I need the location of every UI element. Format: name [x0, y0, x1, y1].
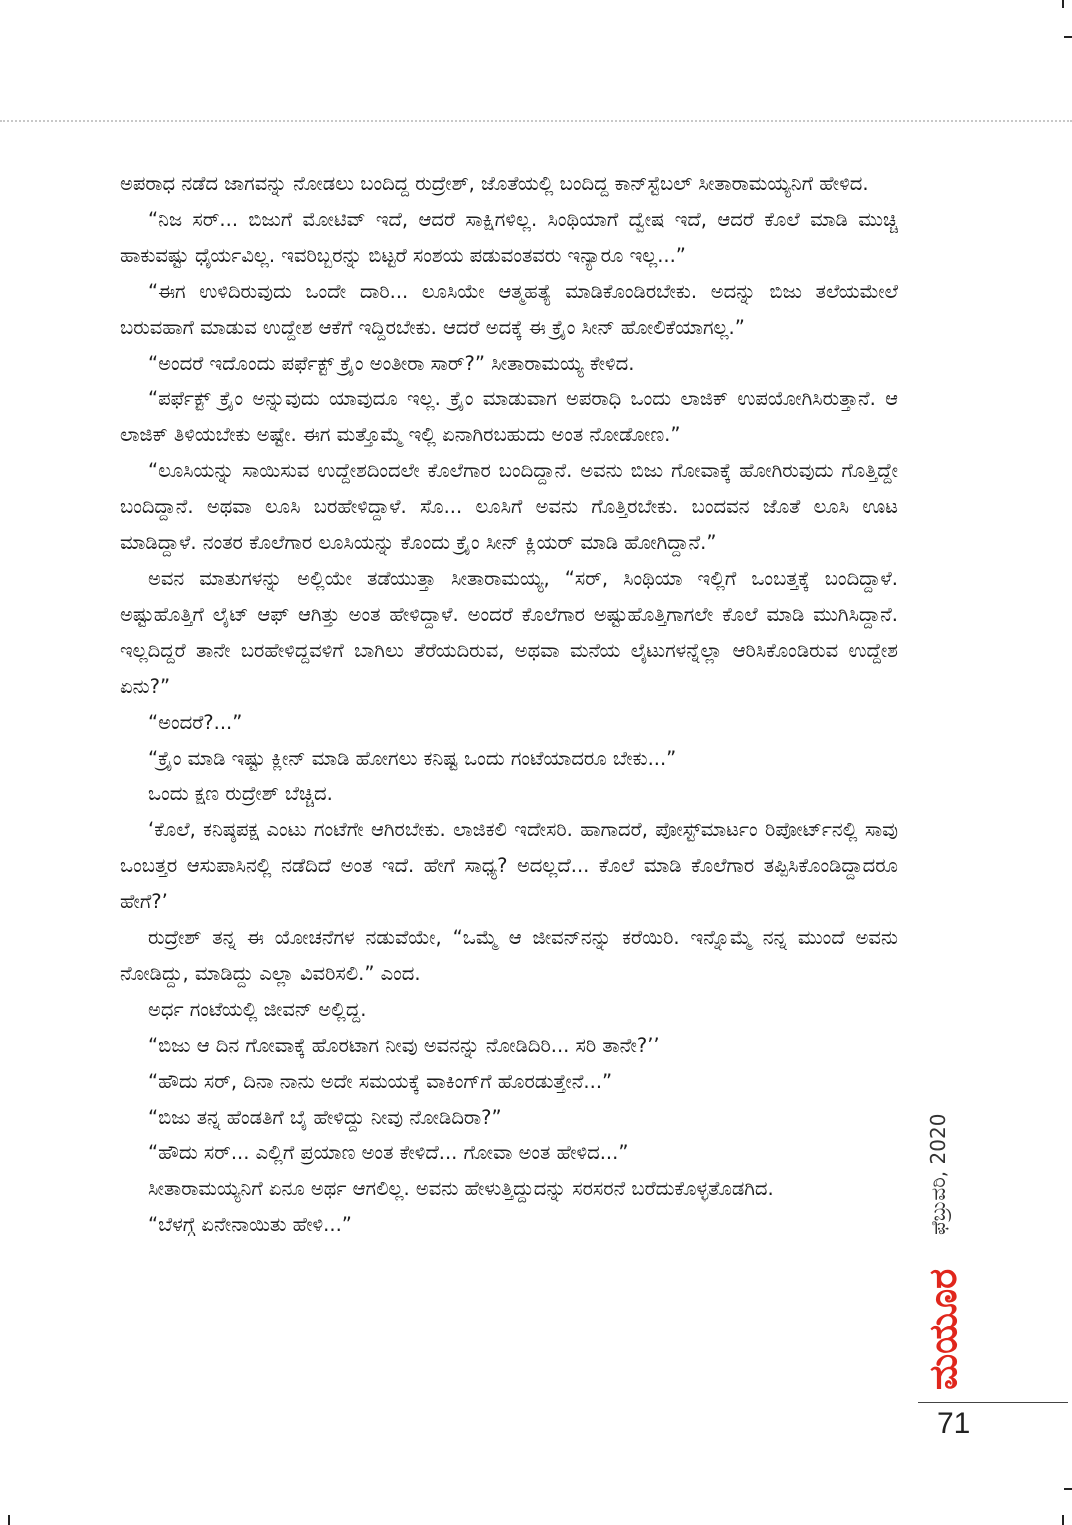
paragraph: “ಈಗ ಉಳಿದಿರುವುದು ಒಂದೇ ದಾರಿ... ಲೂಸಿಯೇ ಆತ್ಮಹತ್ಯೆ ಮಾಡಿಕೊಂಡಿರಬೇಕು. ಅದನ್ನು ಬಿಜು ತಲೆಯಮೇಲೆ ಬರುವಹಾಗೆ ಮಾಡುವ ಉದ್ದೇಶ ಆಕೆಗೆ ಇದ್ದಿರಬೇಕು. ಆದರೆ ಅದಕ್ಕೆ ಈ ಕ್ರೈಂ ಸೀನ್ ಹೋಲಿಕೆಯಾಗಲ್ಲ.”	[120, 279, 898, 339]
paragraph: “ಹೌದು ಸರ್... ಎಲ್ಲಿಗೆ ಪ್ರಯಾಣ ಅಂತ ಕೇಳಿದೆ... ಗೋವಾ ಅಂತ ಹೇಳಿದ...”	[148, 1141, 629, 1165]
paragraph: ಅರ್ಧ ಗಂಟೆಯಲ್ಲಿ ಜೀವನ್ ಅಲ್ಲಿದ್ದ.	[148, 997, 367, 1021]
paragraph: ಅವನ ಮಾತುಗಳನ್ನು ಅಲ್ಲಿಯೇ ತಡೆಯುತ್ತಾ ಸೀತಾರಾಮಯ್ಯ, “ಸರ್, ಸಿಂಥಿಯಾ ಇಲ್ಲಿಗೆ ಒಂಬತ್ತಕ್ಕೆ ಬಂದಿದ್ದಾಳೆ. ಅಷ್ಟುಹೊತ್ತಿಗೆ ಲೈಟ್ ಆಫ್ ಆಗಿತ್ತು ಅಂತ ಹೇಳಿದ್ದಾಳೆ. ಅಂದರೆ ಕೊಲೆಗಾರ ಅಷ್ಟುಹೊತ್ತಿಗಾಗಲೇ ಕೊಲೆ ಮಾಡಿ ಮುಗಿಸಿದ್ದಾನೆ. ಇಲ್ಲದಿದ್ದರೆ ತಾನೇ ಬರಹೇಳಿದ್ದವಳಿಗೆ ಬಾಗಿಲು ತೆರೆಯದಿರುವ, ಅಥವಾ ಮನೆಯ ಲೈಟುಗಳನ್ನೆಲ್ಲಾ ಆರಿಸಿಕೊಂಡಿರುವ ಉದ್ದೇಶ ಏನು?”	[120, 566, 898, 698]
magazine-logo: ಮಯೂರ	[921, 1268, 965, 1390]
footer-rule	[918, 1402, 1068, 1403]
crop-mark-bottom-left	[8, 1515, 10, 1525]
paragraph: ಅಪರಾಧ ನಡೆದ ಜಾಗವನ್ನು ನೋಡಲು ಬಂದಿದ್ದ ರುದ್ರೇಶ್, ಜೊತೆಯಲ್ಲಿ ಬಂದಿದ್ದ ಕಾನ್‌ಸ್ಟೆಬಲ್ ಸೀತಾರಾಮಯ್ಯನಿಗೆ ಹೇಳಿದ.	[120, 172, 869, 195]
paragraph: “ಹೌದು ಸರ್, ದಿನಾ ನಾನು ಅದೇ ಸಮಯಕ್ಕೆ ವಾಕಿಂಗ್‌ಗೆ ಹೊರಡುತ್ತೇನೆ...”	[148, 1069, 613, 1093]
paragraph: ಒಂದು ಕ್ಷಣ ರುದ್ರೇಶ್ ಬೆಚ್ಚಿದ.	[148, 782, 333, 806]
paragraph: “ನಿಜ ಸರ್... ಬಿಜುಗೆ ಮೋಟಿವ್ ಇದೆ, ಆದರೆ ಸಾಕ್ಷಿಗಳಿಲ್ಲ. ಸಿಂಥಿಯಾಗೆ ದ್ವೇಷ ಇದೆ, ಆದರೆ ಕೊಲೆ ಮಾಡಿ ಮುಚ್ಚಿ ಹಾಕುವಷ್ಟು ಧೈರ್ಯವಿಲ್ಲ. ಇವರಿಬ್ಬರನ್ನು ಬಿಟ್ಟರೆ ಸಂಶಯ ಪಡುವಂತವರು ಇನ್ಯಾರೂ ಇಲ್ಲ...”	[120, 207, 898, 267]
paragraph: ರುದ್ರೇಶ್ ತನ್ನ ಈ ಯೋಚನೆಗಳ ನಡುವೆಯೇ, “ಒಮ್ಮೆ ಆ ಜೀವನ್‌ನನ್ನು ಕರೆಯಿರಿ. ಇನ್ನೊಮ್ಮೆ ನನ್ನ ಮುಂದೆ ಅವನು ನೋಡಿದ್ದು, ಮಾಡಿದ್ದು ಎಲ್ಲಾ ವಿವರಿಸಲಿ.” ಎಂದ.	[120, 926, 898, 985]
header-dotted-rule	[0, 120, 1072, 122]
paragraph: “ಲೂಸಿಯನ್ನು ಸಾಯಿಸುವ ಉದ್ದೇಶದಿಂದಲೇ ಕೊಲೆಗಾರ ಬಂದಿದ್ದಾನೆ. ಅವನು ಬಿಜು ಗೋವಾಕ್ಕೆ ಹೋಗಿರುವುದು ಗೊತ್ತಿದ್ದೇ ಬಂದಿದ್ದಾನೆ. ಅಥವಾ ಲೂಸಿ ಬರಹೇಳಿದ್ದಾಳೆ. ಸೊ... ಲೂಸಿಗೆ ಅವನು ಗೊತ್ತಿರಬೇಕು. ಬಂದವನ ಜೊತೆ ಲೂಸಿ ಊಟ ಮಾಡಿದ್ದಾಳೆ. ನಂತರ ಕೊಲೆಗಾರ ಲೂಸಿಯನ್ನು ಕೊಂದು ಕ್ರೈಂ ಸೀನ್ ಕ್ಲಿಯರ್ ಮಾಡಿ ಹೋಗಿದ್ದಾನೆ.”	[120, 459, 898, 555]
article-body	[120, 166, 898, 1243]
paragraph: “ಬಿಜು ಆ ದಿನ ಗೋವಾಕ್ಕೆ ಹೊರಟಾಗ ನೀವು ಅವನನ್ನು ನೋಡಿದಿರಿ... ಸರಿ ತಾನೇ?’’	[148, 1033, 660, 1057]
paragraph: “ಬಿಜು ತನ್ನ ಹೆಂಡತಿಗೆ ಬೈ ಹೇಳಿದ್ದು ನೀವು ನೋಡಿದಿರಾ?”	[148, 1105, 502, 1129]
paragraph: “ಕ್ರೈಂ ಮಾಡಿ ಇಷ್ಟು ಕ್ಲೀನ್ ಮಾಡಿ ಹೋಗಲು ಕನಿಷ್ಟ ಒಂದು ಗಂಟೆಯಾದರೂ ಬೇಕು...”	[148, 746, 677, 770]
crop-mark-right-bottom	[1064, 1488, 1072, 1490]
paragraph: “ಅಂದರೆ ಇದೊಂದು ಪರ್ಫೆಕ್ಟ್ ಕ್ರೈಂ ಅಂತೀರಾ ಸಾರ್?” ಸೀತಾರಾಮಯ್ಯ ಕೇಳಿದ.	[148, 351, 635, 375]
paragraph: “ಅಂದರೆ?...”	[148, 710, 243, 734]
page-number: 71	[937, 1407, 971, 1440]
paragraph: “ಪರ್ಫೆಕ್ಟ್ ಕ್ರೈಂ ಅನ್ನುವುದು ಯಾವುದೂ ಇಲ್ಲ. ಕ್ರೈಂ ಮಾಡುವಾಗ ಅಪರಾಧಿ ಒಂದು ಲಾಜಿಕ್ ಉಪಯೋಗಿಸಿರುತ್ತಾನೆ. ಆ ಲಾಜಿಕ್ ತಿಳಿಯಬೇಕು ಅಷ್ಟೇ. ಈಗ ಮತ್ತೊಮ್ಮೆ ಇಲ್ಲಿ ಏನಾಗಿರಬಹುದು ಅಂತ ನೋಡೋಣ.”	[120, 387, 898, 447]
paragraph: ‘ಕೊಲೆ, ಕನಿಷ್ಠಪಕ್ಷ ಎಂಟು ಗಂಟೆಗೇ ಆಗಿರಬೇಕು. ಲಾಜಿಕಲಿ ಇದೇಸರಿ. ಹಾಗಾದರೆ, ಪೋಸ್ಟ್‌ಮಾರ್ಟಂ ರಿಪೋರ್ಟ್‌ನಲ್ಲಿ ಸಾವು ಒಂಬತ್ತರ ಆಸುಪಾಸಿನಲ್ಲಿ ನಡೆದಿದೆ ಅಂತ ಇದೆ. ಹೇಗೆ ಸಾಧ್ಯ? ಅದಲ್ಲದೆ... ಕೊಲೆ ಮಾಡಿ ಕೊಲೆಗಾರ ತಪ್ಪಿಸಿಕೊಂಡಿದ್ದಾದರೂ ಹೇಗೆ?’	[120, 818, 898, 914]
issue-date: ಫೆಬ್ರುವರಿ, 2020	[926, 1113, 950, 1235]
crop-mark-top-right	[1062, 0, 1064, 8]
paragraph: “ಬೆಳಗ್ಗೆ ಏನೇನಾಯಿತು ಹೇಳಿ...”	[148, 1213, 352, 1237]
paragraph: ಸೀತಾರಾಮಯ್ಯನಿಗೆ ಏನೂ ಅರ್ಥ ಆಗಲಿಲ್ಲ. ಅವನು ಹೇಳುತ್ತಿದ್ದುದನ್ನು ಸರಸರನೆ ಬರೆದುಕೊಳ್ಳತೊಡಗಿದ.	[148, 1177, 774, 1201]
crop-mark-bottom-right	[1062, 1515, 1064, 1525]
crop-mark-right-top	[1064, 36, 1072, 38]
